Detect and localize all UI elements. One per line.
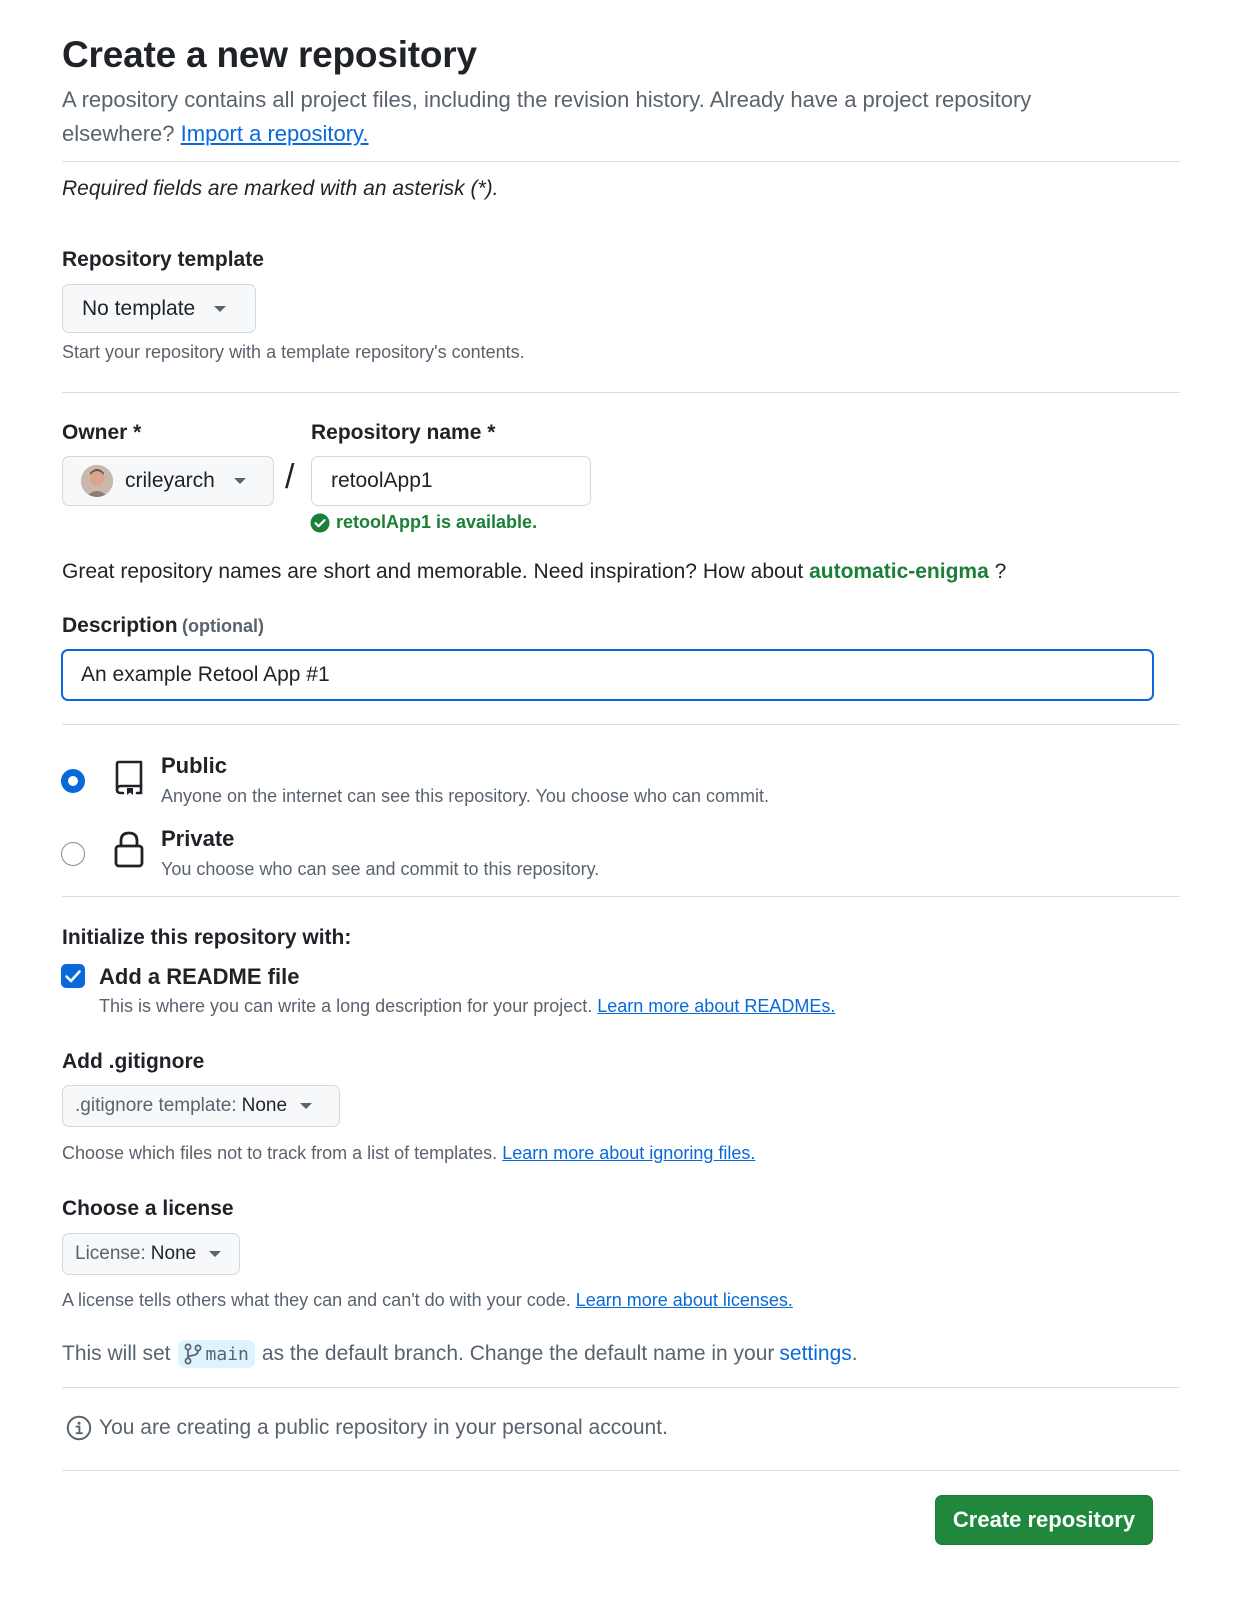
public-desc: Anyone on the internet can see this repository. You choose who can commit.: [161, 786, 770, 806]
info-icon: [66, 1415, 92, 1441]
chevron-down-icon: [300, 1103, 312, 1109]
readme-learn-more-link[interactable]: Learn more about READMEs.: [597, 996, 836, 1016]
private-desc: You choose who can see and commit to this repository.: [161, 859, 600, 879]
gitignore-learn-more-link[interactable]: Learn more about ignoring files.: [502, 1143, 756, 1163]
branch-prefix: This will set: [62, 1342, 171, 1365]
lock-icon: [113, 831, 145, 869]
template-help: Start your repository with a template repository's contents.: [62, 342, 525, 362]
page-title: Create a new repository: [62, 34, 477, 75]
avatar: [81, 465, 113, 497]
description-optional: (optional): [181, 616, 264, 636]
owner-repo-separator: /: [285, 458, 295, 496]
divider: [62, 724, 1180, 725]
branch-name: main: [205, 1343, 249, 1365]
license-help: [62, 1290, 793, 1311]
chevron-down-icon: [234, 478, 246, 484]
private-title: Private: [161, 826, 235, 851]
readme-help-text: This is where you can write a long description for your project.: [99, 996, 593, 1016]
availability-text: retoolApp1 is available.: [336, 512, 538, 532]
branch-middle: as the default branch. Change the default name in your: [261, 1342, 775, 1365]
gitignore-prefix: .gitignore template:: [75, 1095, 237, 1116]
readme-help: [99, 996, 835, 1017]
default-branch-note: [62, 1340, 858, 1368]
suggestion-text: Great repository names are short and memorable. Need inspiration? How about: [62, 560, 804, 583]
divider: [62, 1387, 1180, 1388]
branch-pill: [178, 1340, 255, 1368]
gitignore-help: [62, 1143, 755, 1164]
license-learn-more-link[interactable]: Learn more about licenses.: [575, 1290, 793, 1310]
divider: [62, 1470, 1180, 1471]
description-input[interactable]: An example Retool App #1: [61, 649, 1154, 701]
name-suggestion: [62, 560, 1006, 584]
owner-label: Owner *: [62, 421, 142, 444]
readme-checkbox[interactable]: [61, 964, 85, 988]
visibility-notice: [66, 1415, 668, 1441]
gitignore-dropdown[interactable]: [62, 1085, 340, 1127]
availability-message: [310, 512, 537, 533]
git-branch-icon: [184, 1343, 202, 1365]
template-selected: No template: [82, 296, 196, 320]
private-radio[interactable]: [61, 842, 85, 866]
readme-label: Add a README file: [99, 964, 300, 989]
suggested-name-link[interactable]: automatic-enigma: [809, 560, 989, 583]
license-help-text: A license tells others what they can and can't do with your code.: [62, 1290, 571, 1310]
license-value: None: [150, 1243, 197, 1264]
repo-name-input[interactable]: retoolApp1: [311, 456, 591, 506]
import-repository-link[interactable]: Import a repository.: [180, 121, 369, 146]
owner-dropdown[interactable]: [62, 456, 274, 506]
settings-link[interactable]: settings: [779, 1342, 852, 1365]
template-label: Repository template: [62, 248, 264, 271]
divider: [62, 161, 1180, 162]
divider: [62, 896, 1180, 897]
template-dropdown[interactable]: [62, 284, 256, 333]
page-description-text: A repository contains all project files, including the revision history. Already have a project repository elsewhere?: [62, 87, 1032, 146]
required-note: Required fields are marked with an asterisk (*).: [62, 177, 499, 200]
public-radio[interactable]: [61, 769, 85, 793]
license-prefix: License:: [75, 1243, 146, 1264]
gitignore-help-text: Choose which files not to track from a list of templates.: [62, 1143, 498, 1163]
description-label-row: [62, 614, 264, 638]
license-dropdown[interactable]: [62, 1233, 240, 1275]
branch-end: .: [851, 1342, 858, 1365]
public-title: Public: [161, 753, 228, 778]
page-description: [62, 83, 1142, 151]
notice-text: You are creating a public repository in your personal account.: [99, 1416, 668, 1439]
license-label: Choose a license: [62, 1197, 234, 1220]
create-repository-button[interactable]: Create repository: [935, 1495, 1153, 1545]
description-label: Description: [62, 614, 178, 637]
chevron-down-icon: [214, 306, 226, 312]
owner-value: crileyarch: [125, 469, 215, 492]
repo-icon: [113, 760, 145, 796]
divider: [62, 392, 1180, 393]
repo-name-label: Repository name *: [311, 421, 496, 444]
gitignore-label: Add .gitignore: [62, 1050, 205, 1073]
chevron-down-icon: [209, 1251, 221, 1257]
checkmark-icon: [61, 964, 85, 988]
init-label: Initialize this repository with:: [62, 926, 352, 949]
suggestion-end: ?: [994, 560, 1007, 583]
gitignore-value: None: [241, 1095, 288, 1116]
check-circle-icon: [310, 513, 330, 533]
